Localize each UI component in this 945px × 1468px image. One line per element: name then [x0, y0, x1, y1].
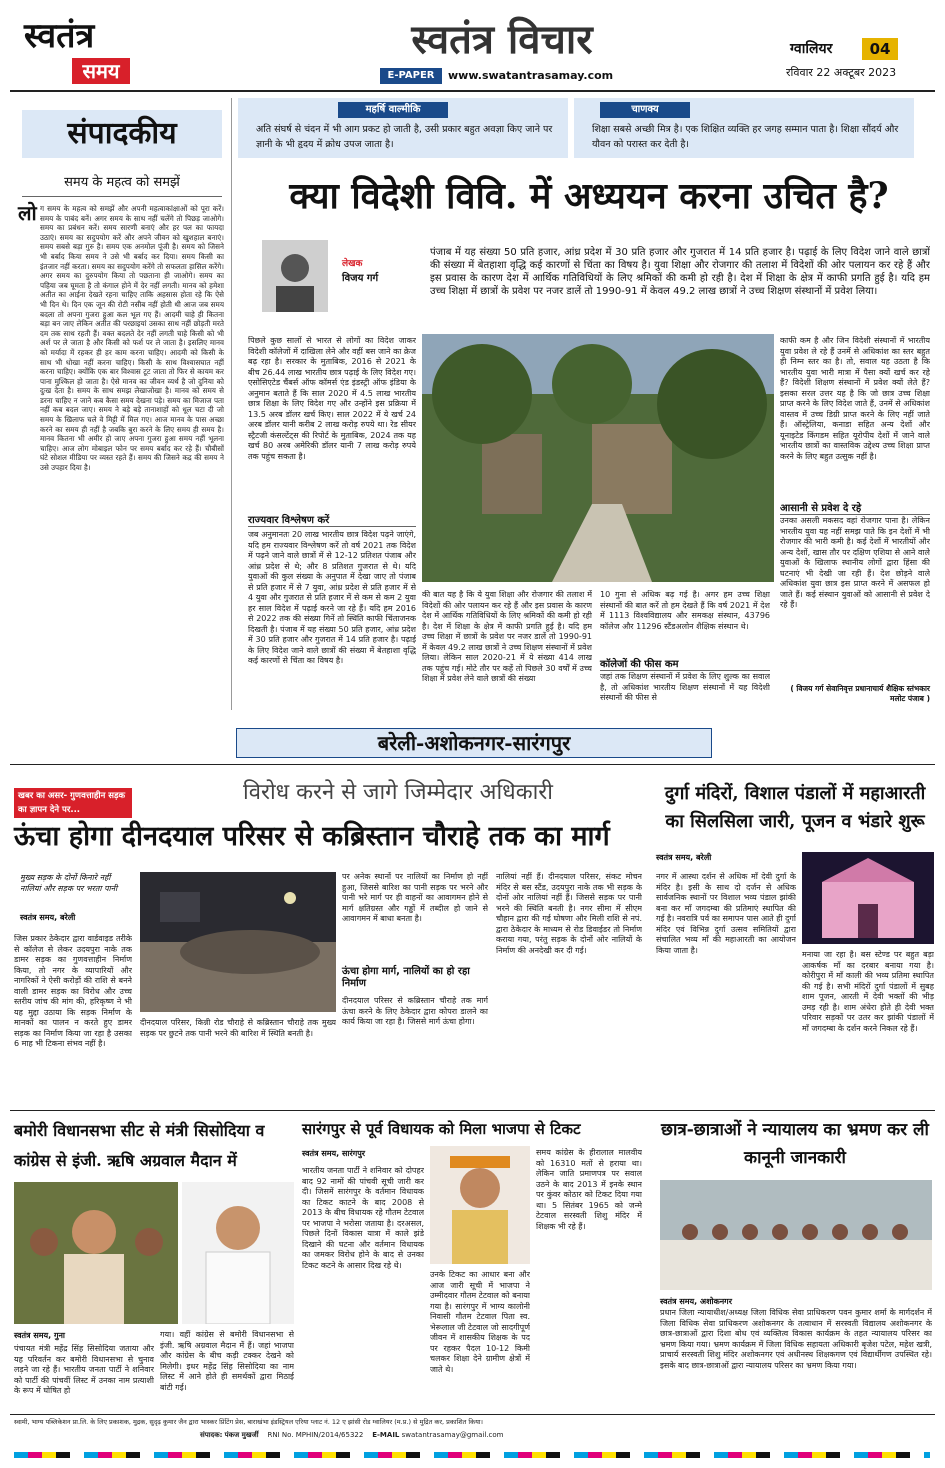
story-bareli-col3: नालियां नहीं हैं। दीनदयाल परिसर, संकट मोचन मंदिर से बस स्टैंड, उदयपुरा नाके तक भी सड़क के दोनों ओर नालियां नहीं हैं। जिससे सड़क पर पानी भरने की स्थिति बनती है। नगर सीमा में सीएम चौहान द्वारा की गई घोषणा और मिली राशि से नपं. द्वारा ठेकेदार के माध्यम से रोड डिवाईडर तो निर्माण कराया गया, परंतु सड़क के दोनों ओर नालियों के निर्माण की अनदेखी कर दी गई।: [496, 872, 642, 955]
issue-date: रविवार 22 अक्टूबर 2023: [786, 66, 897, 79]
story-sarangpur-headline: सारंगपुर से पूर्व विधायक को मिला भाजपा से टिकट: [302, 1120, 581, 1138]
story-sarangpur-col2: उनके टिकट का आधार बना और आज जारी सूची में भाजपा ने उम्मीदवार गौतम टेटवाल को बनाया गया है। सारंगपुर में भाग्य कालोनी निवासी गौतम टेटवाल पिता स्व. भेरूलाल जी टेटवाल जो सादगीपूर्ण जीवन में शासकीय शिक्षक के पद पर रहकर पैदल 10-12 किमी चलकर शिक्षा देने ग्रामीण क्षेत्रों में जाते थे।: [430, 1270, 530, 1374]
story-bamori-col1: पंचायत मंत्री महेंद्र सिंह सिसोदिया जताया और यह परिवर्तन कर बमोरी विधानसभा से चुनाव लड़ने जा रहे हैं। भारतीय जनता पार्टी ने शनिवार को पार्टी की पांचवीं लिस्ट में उनका नाम प्रत्याशी के रूप में घोषित हो: [14, 1344, 154, 1395]
footer-line2: [200, 1430, 930, 1440]
students-group-illustration: [660, 1180, 932, 1290]
footer-email[interactable]: swatantrasamay@gmail.com: [401, 1431, 504, 1439]
campus-photo: [422, 334, 774, 582]
editorial-title: समय के महत्व को समझें: [22, 174, 222, 197]
candidate-photo-2: [182, 1182, 294, 1324]
main-subhead-2: कॉलेजों की फीस कम: [600, 656, 770, 671]
candidate-garland-portrait: [430, 1146, 530, 1264]
story-durga-col2: मनाया जा रहा है। बस स्टेण्ड पर बहुत बड़ा आकर्षक माँ का दरबार बनाया गया है। कोरीपुरा में माँ काली की भव्य प्रतिमा स्थापित की गई है। सभी मंदिरों दुर्गा पंडालों में सुबह शाम पूजन, आरती में देवी भक्तों की भीड़ उमड़ रही है। शाम अंधेरा होते ही देवी भक्त परिवार सड़कों पर उतर कर झांकी पंडालों में माँ जगदम्बा के दर्शन करने निकल रहे हैं।: [802, 950, 934, 1033]
students-photo: [660, 1180, 932, 1290]
editorial-label: संपादकीय: [22, 110, 222, 158]
candidate-photo-1: [14, 1182, 178, 1324]
story-bareli-headline: ऊंचा होगा दीनदयाल परिसर से कब्रिस्तान चौराहे तक का मार्ग: [14, 821, 610, 852]
story-bareli-subhead: ऊंचा होगा मार्ग, नालियों का हो रहा निर्माण: [342, 966, 470, 989]
mid-divider: [10, 1110, 935, 1111]
pandal-illustration: [802, 852, 934, 944]
main-subhead-3: आसानी से प्रवेश दे रहे: [780, 500, 930, 515]
masthead-title: स्वतंत्र विचार: [411, 16, 593, 63]
story-bareli-col1: जिस प्रकार ठेकेदार द्वारा वार्डवाइड तरीके से कॉलेज से लेकर उदयपुरा नाके तक डामर सड़क का गुणवत्ताहीन निर्माण किया, तो नगर के व्यापारियों और नागरिकों ने ऐसी करोड़ों की राशि से बनने वाली डामर सड़क का विरोध और उच्च स्तरीय जांच की मांग की, हरिकृष्ण ने भी यह मुद्दा उठाया कि सड़क निर्माण के मानकों का पालन न करते हुए डामर सड़क का निर्माण किया जा रहा है उसका 6 माह भी टिकना संभव नहीं है।: [14, 934, 132, 1048]
story-bareli-dateline: स्वतंत्र समय, बरेली: [20, 913, 76, 922]
story-court-dateline: स्वतंत्र समय, अशोकनगर: [660, 1297, 732, 1306]
story-bamori-headline: बमोरी विधानसभा सीट से मंत्री सिसोदिया व कांग्रेस से इंजी. ऋषि अग्रवाल मैदान में: [14, 1121, 265, 1170]
main-credit: ( विजय गर्ग सेवानिवृत्त प्रधानाचार्य शैक्षिक स्तंभकार मलोट पंजाब ): [790, 684, 930, 703]
website-link[interactable]: www.swatantrasamay.com: [448, 69, 614, 82]
main-col1: पिछले कुछ सालों से भारत से लोगों का विदेश जाकर विदेशी कॉलेजों में दाखिला लेने और वहीं बस जाने का क्रेज बढ़ रहा है। सरकार के मुताबिक, 2016 से 2021 के बीच 26.44 लाख भारतीय छात्र पढ़ाई के लिए विदेश गए। एसोसिएटेड चैंबर्स ऑफ कॉमर्स एंड इंडस्ट्री ऑफ इंडिया के अनुमान बताते हैं कि साल 2020 में 4.5 लाख भारतीय छात्र शिक्षा के लिए विदेश गए और उन्होंने इस प्रक्रिया में 13.5 अरब डॉलर खर्च किए। साल 2022 में ये खर्च 24 अरब डॉलर यानी करीब 2 लाख करोड़ रुपये था। रेड सीयर स्ट्रैटजी कंसल्टेंट्स की रिपोर्ट के मुताबिक, 2024 तक यह खर्च 80 अरब अमेरिकी डॉलर यानी 7 लाख करोड़ रुपये तक पहुंच सकता है।: [248, 336, 416, 461]
quote-author: महर्षि वाल्मीकि: [338, 102, 448, 118]
story-bamori-dateline: स्वतंत्र समय, गुना: [14, 1331, 65, 1340]
author-label: लेखक: [342, 259, 363, 269]
story-durga-dateline: स्वतंत्र समय, बरेली: [656, 853, 712, 862]
footer-divider: [10, 1414, 935, 1415]
author-portrait-icon: [262, 240, 328, 312]
candidate-photo-3: [430, 1146, 530, 1264]
story-tag: खबर का असर- गुणवत्ताहीन सड़क का ज्ञापन देने पर...: [14, 788, 132, 818]
section-divider: [10, 764, 935, 765]
main-col1b: जब अनुमानतः 20 लाख भारतीय छात्र विदेश पढ़ने जाएंगे, यदि हम राज्यवार विश्लेषण करें तो वर्ष 2021 तक विदेश में पढ़ने जाने वाले छात्रों में से 12-12 प्रतिशत पंजाब और आंध्र प्रदेश से थे; और 8 प्रतिशत गुजरात से थे। यदि युवाओं की कुल संख्या के अनुपात में देखा जाए तो पंजाब से प्रति हजार में से 7 युवा, आंध्र प्रदेश से प्रति हजार में से 4 युवा और गुजरात से प्रति हजार में से कम से कम 2 युवा हर साल विदेश में पढ़ाई करने जा रहे हैं। यदि हम 2016 से 2022 तक की संख्या गिनें तो स्थिति काफी चिंताजनक दिखती है। पंजाब में यह संख्या 50 प्रति हजार, आंध्र प्रदेश में 30 प्रति हजार और गुजरात में 14 प्रति हजार है। पढ़ाई के लिए विदेश जाने वाले छात्रों की संख्या में बेतहाशा वृद्धि कई कारणों से चिंता का विषय है।: [248, 530, 416, 665]
editorial-column: [12, 98, 232, 710]
author-name: विजय गर्ग: [342, 273, 379, 284]
story-bamori-col2: गया। वहीं कांग्रेस से बमोरी विधानसभा से इंजी. ऋषि अग्रवाल मैदान में हैं। जहां भाजपा और कांग्रेस के बीच कड़ी टक्कर देखने को मिलेगी। इधर महेंद्र सिंह सिसोदिया का नाम लिस्ट में आने होते ही समर्थकों द्वारा मिठाई बांटी गई।: [160, 1330, 294, 1392]
story-durga-col1: नगर में आस्था दर्शन से अधिक माँ देवी दुर्गा के मंदिर है। इसी के साथ दो दर्जन से अधिक सार्वजनिक स्थानों पर विशाल भव्य पंडाल झांकी बना कर माँ जगदम्बा की प्रतिमाएं स्थापित की गई है। नवरात्रि पर्व का समापन पास आते ही दुर्गा मंदिर एवं विभिन्न दुर्गा उत्सव समितियों द्वारा संचालित भव्य माँ की महाआरती का आयोजन किया जाता है।: [656, 872, 796, 955]
logo: [20, 10, 130, 90]
logo-top-text: स्वतंत्र: [24, 16, 95, 56]
main-col3b: जहां तक शिक्षण संस्थानों में प्रवेश के लिए शुल्क का सवाल है, तो अधिकांश भारतीय शिक्षण संस्थानों में यह विदेशी संस्थानों की फीस से: [600, 672, 770, 702]
epaper-badge: E-PAPER: [380, 68, 442, 84]
crowd-illustration: [14, 1182, 178, 1324]
page-number: 04: [862, 38, 898, 60]
quote-box-chanakya: [574, 98, 914, 158]
main-col4: काफी कम है और जिन विदेशी संस्थानों में भारतीय युवा प्रवेश ले रहे हैं उनमें से अधिकांश का स्तर बहुत ही निम्न स्तर का है। तो, सवाल यह उठता है कि भारतीय युवा भारी मात्रा में पैसा क्यों खर्च कर रहे हैं? विदेशी शिक्षण संस्थानों में प्रवेश क्यों लेते हैं? इसका सरल उत्तर यह है कि जो छात्र उच्च शिक्षा प्राप्त करने के लिए विदेश जाते हैं, उनमें से अधिकांश वास्तव में उच्च डिग्री प्राप्त करने के लिए नहीं जाते हैं। ऑस्ट्रेलिया, कनाडा सहित अन्य देशों और यूनाइटेड किंगडम सहित यूरोपीय देशों में जाने वाले भारतीय छात्रों का वास्तविक उद्देश्य उच्च शिक्षा प्राप्त करने के लिए बहुत उत्सुक नहीं है।: [780, 336, 930, 461]
editorial-dropcap: लो: [18, 201, 37, 225]
campus-illustration: [422, 334, 774, 582]
footer-rni: RNI No. MPHIN/2014/65322: [267, 1431, 364, 1439]
story-sarangpur-col1: भारतीय जनता पार्टी ने शनिवार को दोपहर बाद 92 नामों की पांचवी सूची जारी कर दी। जिसमें सारंगपुर के वर्तमान विधायक का टिकट काटने के बाद 2008 से 2013 के बीच विधायक रहे गौतम टेटवाल पर भाजपा ने भरोसा जताया है। दरअसल, पिछले दिनों विकास यात्रा में काले झंडे दिखाने की घटना और वर्तमान विधायक का जमकर विरोध होने के बाद से उनका टिकट कटने के आसार दिख रहे थे।: [302, 1166, 424, 1270]
road-photo-caption: दीनदयाल परिसर, किन्नी रोड चौराहे से कब्रिस्तान चौराहे तक मुख्य सड़क पर छुटने तक पानी भरने की बारिश में स्थिति बनती है।: [140, 1018, 336, 1038]
main-col2: की बात यह है कि ये युवा शिक्षा और रोजगार की तलाश में विदेशों की ओर पलायन कर रहे हैं और इस प्रवास के कारण देश में आर्थिक गतिविधियों के लिए श्रमिकों की कमी हो रही है। देश में शिक्षा के क्षेत्र में काफी प्रगति हुई है। यदि हम उच्च शिक्षा में छात्रों के प्रवेश पर नजर डालें तो 1990-91 में केवल 49.2 लाख छात्रों ने उच्च शिक्षण संस्थानों में प्रवेश लिया। लेकिन साल 2020-21 में ये संख्या 414 लाख तक पहुंच गई। मोटे तौर पर कहें तो पिछले 30 वर्षों में उच्च शिक्षा में प्रवेश लेने वाले छात्रों की संख्या: [422, 590, 592, 683]
story-durga-headline: दुर्गा मंदिरों, विशाल पंडालों में महाआरती का सिलसिला जारी, पूजन व भंडारे शुरू: [664, 783, 926, 832]
main-subhead-1: राज्यवार विश्लेषण करें: [248, 512, 416, 527]
story-bareli-col2b: दीनदयाल परिसर से कब्रिस्तान चौराहे तक मार्ग ऊंचा करने के लिए ठेकेदार द्वारा कोपरा डालने का कार्य किया जा रहा है। जिससे मार्ग ऊंचा होगा।: [342, 996, 488, 1026]
section-banner: [236, 728, 712, 758]
masthead-divider: [10, 90, 935, 92]
editorial-body: ग समय के महत्व को समझें और अपनी महत्वाकांक्षाओं को पूरा करें। समय के पाबंद बनें। अगर समय के साथ नहीं चलेंगे तो पिछड़ जाओगे। समय का प्रबंधन करें। समय सारणी बनाएं और हर पल का फायदा उठाएं। समय का सदुपयोग करें और अपने जीवन को खुशहाल बनाएं। समय सबसे बड़ा गुरु है। समय एक अनमोल पूंजी है। समय को जिसने भी बर्बाद किया समय ने उसे भी बर्बाद कर दिया। समय किसी का इंतजार नहीं करता। समय का सदुपयोग करेंगे तो सफलता हासिल करेंगे। अगर समय का दुरुपयोग किया तो पछताना ही जाओगे। समय का पहिया जब घूमता है तो कंगाल होने में देर नहीं लगती। मानव को हमेशा अतीत का आईना देखते रहना चाहिए ताकि अहसास होता रहे कि ऐसे भी दिन थे। दिन एक जून की रोटी नसीब नहीं होती थी आज जब समय बदला तो अपना गुजरा हुआ कल भूल गए हैं। आदमी चाहे ही कितना बड़ा बन जाए लेकिन अतीत की परछाइयां उसका साथ नहीं छोड़ती मरते दम तक साथ रहती हैं। वक्त बदलते देर नहीं लगती चाहे किसी को भी अर्श पर ले जाता है और किसी को फर्श पर ले जाता है। इसलिए मानव को मर्यादा में रहकर ही हर काम करना चाहिए। आदमी को किसी के साथ भी धोखा नहीं करना चाहिए। किसी के साथ विश्वासघात नहीं करना चाहिए। क्योंकि एक बार विश्वास टूट जाता तो फिर से कायम कर पाना मुश्किल हो जाता है। ऐसे मानव का जीवन व्यर्थ है जो दुनिया को दुःख देता है। समय के साथ समझ लेखाजोखा है। मानव को समय से डरना चाहिए न जाने कब कैसा समय देखना पड़े। समय का मिजाज पता नहीं कब बदल जाए। समय ने बड़े बड़े तानाशाहों को धूल चटा दी जो समय के खिलाफ चले वे मिट्टी में मिल गए। आज मानव के पास अच्छा करने का समय ही नहीं है जबकि बुरा करने के लिए समय ही समय है। मानव कितना भी अमीर हो जाए अपना गुजरा हुआ समय नहीं भूलना चाहिए। आज लोग मोबाइल फोन पर समय बर्बाद कर रहे हैं। चौबीसों घंटे सोशल मीडिया पर व्यस्त रहते हैं। समय की जिसने कद्र की समय ने उसे उपहार दिया है।: [40, 204, 224, 473]
story-court-body: प्रधान जिला न्यायाधीश/अध्यक्ष जिला विधिक सेवा प्राधिकरण पवन कुमार शर्मा के मार्गदर्शन में जिला विधिक सेवा प्राधिकरण अशोकनगर के तत्वाधान में सरस्वती विद्यालय अशोकनगर के छात्र-छात्राओं द्वारा दिशा बोध एवं व्यक्तित्व विकास कार्यक्रम के तहत न्यायालय परिसर का भ्रमण किया गया। भ्रमण कार्यक्रम में जिला विधिक सहायता अधिकारी बृजेश पटेल, महेश खत्री, प्राचार्य सरस्वती शिशु मंदिर अशोकनगर एवं अधीनस्थ शिक्षकगण एवं विद्यार्थीगण उपस्थित रहे। इसके बाद छात्र-छात्राओं द्वारा न्यायालय परिसर का भ्रमण किया गया।: [660, 1308, 932, 1370]
quote-box-valmiki: [238, 98, 568, 158]
story-kicker: विरोध करने से जागे जिम्मेदार अधिकारी: [243, 780, 553, 805]
candidate-portrait: [182, 1182, 294, 1324]
footer-editor: पंकज मुखर्जी: [224, 1431, 259, 1439]
main-intro: पंजाब में यह संख्या 50 प्रति हजार, आंध्र प्रदेश में 30 प्रति हजार और गुजरात में 14 प्रति हजार है। पढ़ाई के लिए विदेश जाने वाले छात्रों की संख्या में बेतहाशा वृद्धि कई कारणों से चिंता का विषय है। युवा शिक्षा और रोजगार की तलाश में विदेशों की ओर पलायन कर रहे हैं और इस प्रवास के कारण देश में आर्थिक गतिविधियों के लिए श्रमिकों की कमी हो रही है। देश में शिक्षा के क्षेत्र में काफी प्रगति हुई है। यदि हम उच्च शिक्षा में छात्रों के प्रवेश पर नजर डालें तो 1990-91 में केवल 49.2 लाख छात्रों ने उच्च शिक्षण संस्थानों में प्रवेश लिया।: [430, 247, 930, 297]
logo-bottom-text: समय: [72, 58, 130, 84]
road-illustration: [140, 872, 336, 1012]
section-banner-text: बरेली-अशोकनगर-सारंगपुर: [377, 731, 571, 755]
footer-editor-label: संपादक:: [200, 1431, 223, 1439]
pandal-photo: [802, 852, 934, 944]
story-bareli-col2: पर अनेक स्थानों पर नालियों का निर्माण हो नहीं हुआ, जिससे बारिश का पानी सड़क पर भरने और पानी भरे मार्ग पर ही वाहनों का आवागमन होने से मार्ग क्षतिग्रस्त और गड्ढों में तब्दील हो जाने से आवागमन में बाधा बनता है।: [342, 872, 488, 923]
story-sarangpur-dateline: स्वतंत्र समय, सारंगपुर: [302, 1149, 366, 1158]
main-col3: 10 गुना से अधिक बढ़ गई है। अगर हम उच्च शिक्षा संस्थानों की बात करें तो हम देखते हैं कि वर्ष 2021 में देश में 1113 विश्वविद्यालय और समकक्ष संस्थान, 43796 कॉलेज और 11296 स्टैंडअलोन शैक्षिक संस्थान थे।: [600, 590, 770, 631]
road-photo: [140, 872, 336, 1012]
quote-text: अति संघर्ष से चंदन में भी आग प्रकट हो जाती है, उसी प्रकार बहुत अवज्ञा किए जाने पर ज्ञानी के भी हृदय में क्रोध उपज जाता है।: [256, 124, 553, 150]
quote-text: शिक्षा सबसे अच्छी मित्र है। एक शिक्षित व्यक्ति हर जगह सम्मान पाता है। शिक्षा सौंदर्य और यौवन को परास्त कर देती है।: [592, 124, 899, 150]
color-registration-strip: [14, 1452, 930, 1458]
story-sarangpur-col3: समय कांग्रेस के हीरालाल मालवीय को 16310 मतों से हराया था। लेकिन जाति प्रमाणपत्र पर सवाल उठने के बाद 2013 में इनके स्थान पर कुंवर कोठार को टिकट दिया गया था। 5 सितंबर 1965 को जन्मे टेटवाल सरस्वती शिशु मंदिर में शिक्षक भी रहे हैं।: [536, 1148, 642, 1231]
footer-imprint: स्वामी, भाग्य पब्लिकेशन प्रा.लि. के लिए प्रकाशक, मुद्रक, सुदृढ़ कुमार जैन द्वारा भास्कर प्रिंटिंग प्रेस, बाराखंभा इंडस्ट्रियल एरिया प्लाट नं. 12 ए झांसी रोड ग्वालियर (म.प्र.) से मुद्रित कर, प्रकाशित किया।: [14, 1418, 483, 1426]
story-court-headline: छात्र-छात्राओं ने न्यायालय का भ्रमण कर ली कानूनी जानकारी: [661, 1120, 929, 1168]
main-col4b: उनका असली मकसद वहां रोजगार पाना है। लेकिन भारतीय युवा यह नहीं समझ पाते कि इन देशों में भी रोजगार की भारी कमी है। कई देशों में भारतीयों और अन्य देशों, खास तौर पर दक्षिण एशिया से आने वाले युवाओं के खिलाफ स्थानीय लोगों द्वारा हिंसा की घटनाएं भी देखी जा रही हैं। देश छोड़ने वाले अधिकांश युवा छात्र इस प्राप्त करने में असफल हो जाते हैं। कई संस्थान युवाओं को आसानी से प्रवेश दे रहे हैं।: [780, 516, 930, 609]
quote-author: चाणक्य: [600, 102, 690, 118]
main-headline: क्या विदेशी विवि. में अध्ययन करना उचित है?: [289, 175, 889, 217]
author-photo: [262, 240, 328, 312]
story-bareli-summary: मुख्य सड़क के दोनों किनारे नहीं नालियां और सड़क पर भरता पानी: [20, 873, 118, 893]
footer-email-label: E-MAIL: [372, 1431, 400, 1439]
city-label: ग्वालियर: [790, 41, 833, 57]
